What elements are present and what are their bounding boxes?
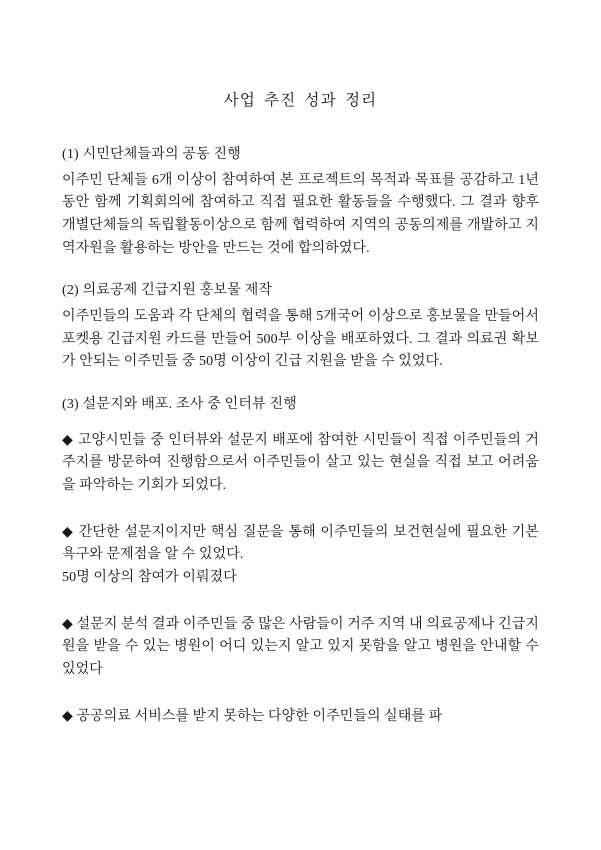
bullet-item <box>62 614 539 682</box>
bullet-marker: ◆ <box>62 616 73 632</box>
bullet-1-text <box>62 430 539 498</box>
bullet-item <box>62 522 539 590</box>
section-1-heading: (1) 시민단체들과의 공동 진행 <box>62 147 241 162</box>
bullet-3-line-1: 설문지 분석 결과 이주민들 중 많은 사람들이 거주 지역 내 의료공제나 긴급지원을 받을 수 있는 병원이 어디 있는지 알고 있지 못함을 알고 병원을 안내할 수 있었다 <box>62 616 539 678</box>
bullet-4-text <box>62 706 539 729</box>
section-3-heading: (3) 설문지와 배포. 조사 중 인터뷰 진행 <box>62 397 297 413</box>
section-2-heading: (2) 의료공제 긴급지원 홍보물 제작 <box>62 283 273 299</box>
spacer <box>62 682 539 692</box>
bullet-marker: ◆ <box>62 432 74 448</box>
bullet-marker: ◆ <box>62 524 75 540</box>
bullet-2-text <box>62 522 539 567</box>
section-2-paragraph: 이주민들의 도움과 각 단체의 협력을 통해 5개국어 이상으로 홍보물을 만들어서 포켓용 긴급지원 카드를 만들어 500부 이상을 배포하였다. 그 결과 의료권 확보가 안되는 이주민들 중 50명 이상이 긴급 지원을 받을 수 있었다. <box>62 309 539 370</box>
bullet-marker: ◆ <box>62 708 73 724</box>
section-1 <box>62 144 539 260</box>
bullet-2-line-1: 간단한 설문지이지만 핵심 질문을 통해 이주민들의 보건현실에 필요한 기본 욕구와 문제점을 알 수 있었다. <box>62 524 539 563</box>
bullet-item <box>62 430 539 498</box>
spacer <box>62 498 539 508</box>
bullet-2-line-2: 50명 이상의 참여가 이뤄졌다 <box>62 570 237 586</box>
bullet-4-line-1: 공공의료 서비스를 받지 못하는 다양한 이주민들의 실태를 파 <box>76 708 443 724</box>
section-1-paragraph: 이주민 단체들 6개 이상이 참여하여 본 프로젝트의 목적과 목표를 공감하고 1년 동안 함께 기획회의에 참여하고 직접 필요한 활동들을 수행했다. 그 결과 향후 개별단체들의 독립활동이상으로 함께 협력하여 지역의 공동의제를 개발하고 지역자원을 활용하는 방안을 만드는 것에 합의하였다. <box>62 172 539 256</box>
section-3 <box>62 394 539 728</box>
bullet-item <box>62 706 539 729</box>
section-2 <box>62 280 539 374</box>
bullet-3-text <box>62 614 539 682</box>
page-title: 사업 추진 성과 정리 <box>223 92 378 109</box>
spacer <box>62 590 539 600</box>
bullet-1-line-1: 고양시민들 중 인터뷰와 설문지 배포에 참여한 시민들이 직접 이주민들의 거주지를 방문하여 진행함으로서 이주민들이 살고 있는 현실을 직접 보고 어려움을 파악하는 기회가 되었다. <box>62 432 539 494</box>
